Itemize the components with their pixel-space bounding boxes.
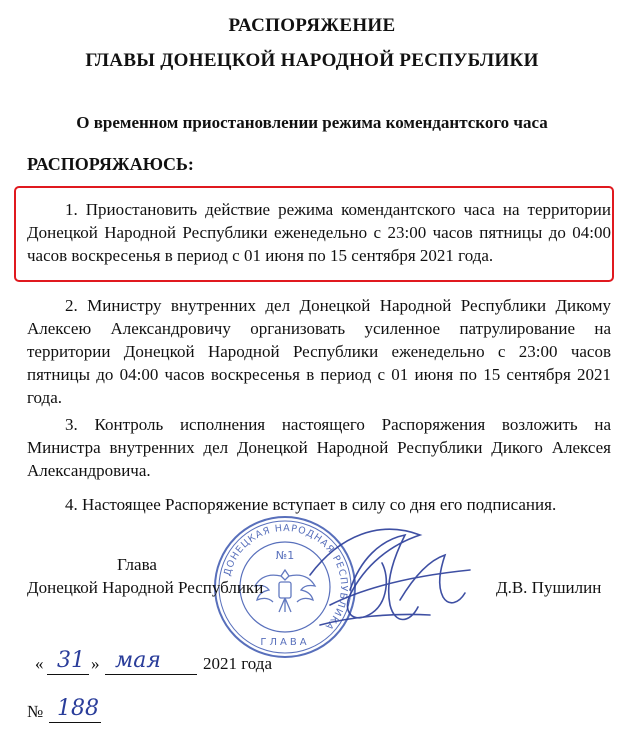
signatory-position-line1: Глава <box>117 555 157 574</box>
handwritten-signature-icon <box>290 505 490 640</box>
date-day-underline <box>47 674 89 675</box>
stamp-ring-text: ДОНЕЦКАЯ НАРОДНАЯ РЕСПУБЛИКА <box>222 522 350 633</box>
date-month-underline <box>105 674 197 675</box>
signatory-position-line2: Донецкой Народной Республики <box>27 578 264 597</box>
date-month: мая <box>115 648 161 673</box>
paragraph-3: 3. Контроль исполнения настоящего Распоряжения возложить на Министра внутренних дел Донецкой Народной Республики Дикого Алексея Александровича. <box>27 415 611 480</box>
order-heading: РАСПОРЯЖАЮСЬ: <box>27 154 194 174</box>
stamp-number: №1 <box>275 549 295 562</box>
paragraph-1: 1. Приостановить действие режима комендантского часа на территории Донецкой Народной Республики еженедельно с 23:00 часов пятницы до 04:00 часов воскресенья в период с 01 июня по 15 сентября 2021 года. <box>27 200 611 265</box>
document-title-line1: РАСПОРЯЖЕНИЕ <box>228 15 396 36</box>
date-year: 2021 года <box>203 654 273 673</box>
number-value: 188 <box>57 696 99 721</box>
document-title-line2: ГЛАВЫ ДОНЕЦКОЙ НАРОДНОЙ РЕСПУБЛИКИ <box>85 50 539 71</box>
date-close-quote: » <box>91 654 100 673</box>
paragraph-2: 2. Министру внутренних дел Донецкой Народной Республики Дикому Алексею Александровичу организовать усиленное патрулирование на территории Донецкой Народной Республики еженедельно с 23:00 часов пятницы до 04:00 часов воскресенья в период с 01 июня по 15 сентября 2021 года. <box>27 296 611 407</box>
date-day: 31 <box>57 648 85 673</box>
number-label: № <box>27 702 44 721</box>
stamp-bottom-text: ГЛАВА <box>260 637 310 648</box>
number-line <box>27 696 227 730</box>
signatory-name: Д.В. Пушилин <box>496 578 602 597</box>
paragraph-4: 4. Настоящее Распоряжение вступает в силу со дня его подписания. <box>65 495 557 514</box>
document-subject: О временном приостановлении режима комендантского часа <box>76 113 548 132</box>
number-underline <box>49 722 101 723</box>
date-line <box>27 648 327 680</box>
date-open-quote: « <box>35 654 44 673</box>
